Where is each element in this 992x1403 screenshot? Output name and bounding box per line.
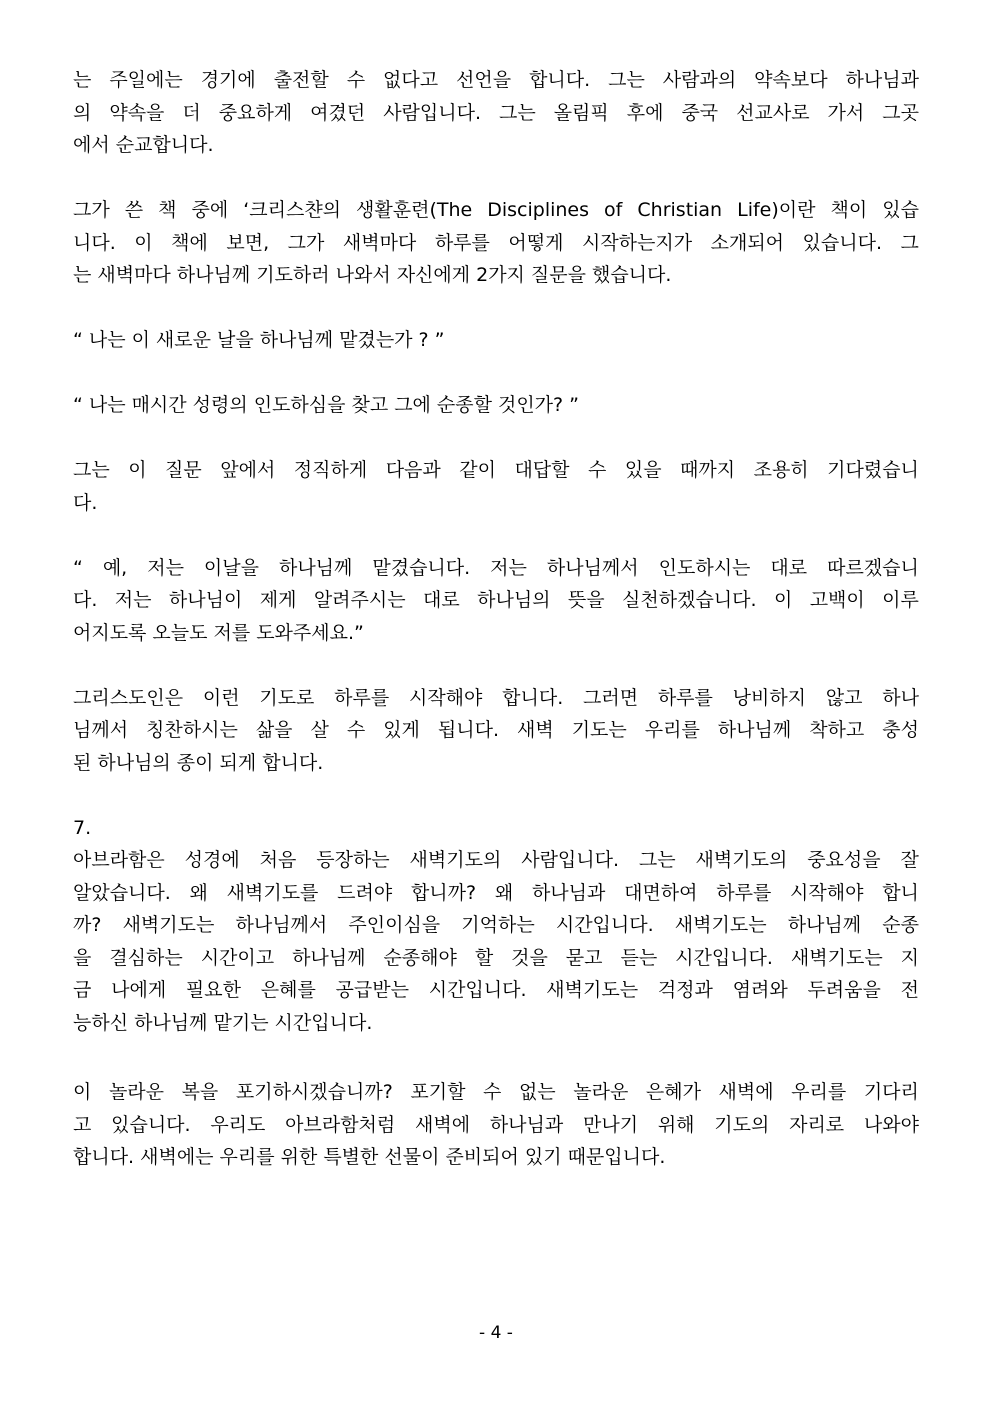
paragraph [73, 1076, 919, 1174]
paragraph-spacer [73, 649, 919, 682]
text-line: 합니다. 새벽에는 우리를 위한 특별한 선물이 준비되어 있기 때문입니다. [73, 1146, 666, 1168]
paragraph [73, 812, 919, 845]
text-line: 7. [73, 816, 92, 839]
page-number: - 4 - [479, 1323, 513, 1343]
paragraph [73, 454, 919, 519]
text-line: 에서 순교합니다. [73, 134, 214, 156]
text-line: “ 나는 매시간 성령의 인도하심을 찾고 그에 순종할 것인가? ” [73, 394, 579, 416]
text-line: 알았습니다. 왜 새벽기도를 드려야 합니까? 왜 하나님과 대면하여 하루를 시작해야 합니 [73, 881, 919, 904]
text-line: 까? 새벽기도는 하나님께서 주인이심을 기억하는 시간입니다. 새벽기도는 하나님께 순종 [73, 914, 919, 936]
paragraph-spacer [73, 422, 919, 455]
paragraph-spacer [73, 1039, 919, 1076]
document-body [73, 64, 919, 1174]
text-line: 고 있습니다. 우리도 아브라함처럼 새벽에 하나님과 만나기 위해 기도의 자리로 나와야 [73, 1113, 919, 1136]
text-line: 다. [73, 491, 98, 514]
text-line: 아브라함은 성경에 처음 등장하는 새벽기도의 사람입니다. 그는 새벽기도의 중요성을 잘 [73, 849, 919, 871]
paragraph-spacer [73, 292, 919, 325]
text-line: 는 주일에는 경기에 출전할 수 없다고 선언을 합니다. 그는 사람과의 약속보다 하나님과 [73, 69, 919, 91]
paragraph [73, 844, 919, 1039]
text-line: 어지도록 오늘도 저를 도와주세요.” [73, 621, 364, 644]
paragraph-spacer [73, 357, 919, 390]
paragraph [73, 552, 919, 650]
text-line: 능하신 하나님께 맡기는 시간입니다. [73, 1011, 373, 1034]
paragraph [73, 389, 919, 422]
text-line: 니다. 이 책에 보면, 그가 새벽마다 하루를 어떻게 시작하는지가 소개되어 있습니다. 그 [73, 231, 919, 254]
paragraph [73, 64, 919, 162]
text-line: 금 나에게 필요한 은혜를 공급받는 시간입니다. 새벽기도는 걱정과 염려와 두려움을 전 [73, 979, 919, 1001]
paragraph [73, 194, 919, 292]
text-line: 그는 이 질문 앞에서 정직하게 다음과 같이 대답할 수 있을 때까지 조용히 기다렸습니 [73, 459, 919, 481]
paragraph [73, 682, 919, 780]
text-line: 이 놀라운 복을 포기하시겠습니까? 포기할 수 없는 놀라운 은혜가 새벽에 우리를 기다리 [73, 1081, 919, 1103]
text-line: “ 나는 이 새로운 날을 하나님께 맡겼는가 ? ” [73, 329, 445, 351]
paragraph-spacer [73, 162, 919, 195]
text-line: 을 결심하는 시간이고 하나님께 순종해야 할 것을 묻고 듣는 시간입니다. 새벽기도는 지 [73, 946, 919, 969]
text-line: “ 예, 저는 이날을 하나님께 맡겼습니다. 저는 하나님께서 인도하시는 대로 따르겠습니 [73, 556, 919, 579]
text-line: 님께서 칭찬하시는 삶을 살 수 있게 됩니다. 새벽 기도는 우리를 하나님께 착하고 충성 [73, 719, 919, 741]
text-line: 는 새벽마다 하나님께 기도하러 나와서 자신에게 2가지 질문을 했습니다. [73, 264, 672, 286]
paragraph [73, 324, 919, 357]
text-line: 의 약속을 더 중요하게 여겼던 사람입니다. 그는 올림픽 후에 중국 선교사로 가서 그곳 [73, 101, 919, 124]
text-line: 된 하나님의 종이 되게 합니다. [73, 751, 324, 774]
text-line: 그리스도인은 이런 기도로 하루를 시작해야 합니다. 그러면 하루를 낭비하지 않고 하나 [73, 686, 919, 709]
text-line: 그가 쓴 책 중에 ‘크리스챤의 생활훈련(The Disciplines of Christian Life)이란 책이 있습 [73, 199, 919, 221]
paragraph-spacer [73, 519, 919, 552]
text-line: 다. 저는 하나님이 제게 알려주시는 대로 하나님의 뜻을 실천하겠습니다. 이 고백이 이루 [73, 589, 919, 611]
paragraph-spacer [73, 779, 919, 812]
